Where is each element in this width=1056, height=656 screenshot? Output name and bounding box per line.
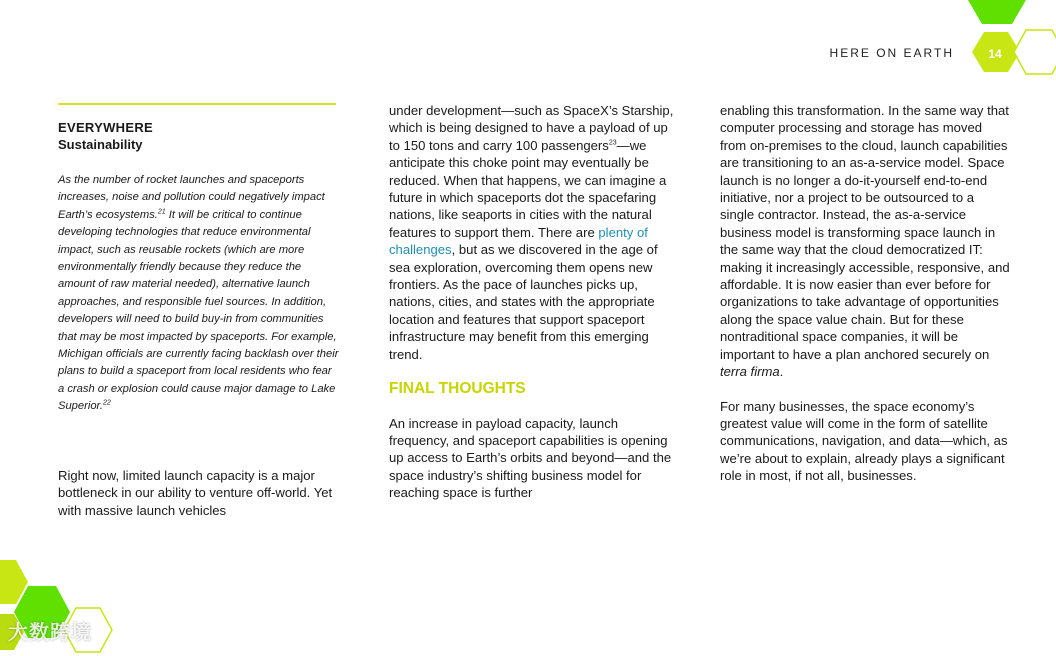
column-1-body <box>58 467 338 519</box>
column-2-text-c: , but as we discovered in the age of sea exploration, overcoming them opens new frontiers. As the pace of launches picks up, nations, cities, and states with the appropriate location and features that support spaceport infrastructure may benefit from this emerging trend. <box>389 242 658 362</box>
column-3-text-a: enabling this transformation. In the same way that computer processing and storage has moved from on-premises to the cloud, launch capabilities are transitioning to an as-a-service model. Space launch is no longer a do-it-yourself end-to-end initiative, nor a project to be outsourced to a single contractor. Instead, the as-a-service business model is transforming space launch in the same way that the cloud democratized IT: making it increasingly accessible, responsive, and affordable. It is now easier than ever before for organizations to take advantage of opportunities along the space value chain. But for these nontraditional space companies, it will be important to have a plan anchored securely on <box>720 103 1010 362</box>
column-2-text-b: —we anticipate this choke point may eventually be reduced. When that happens, we can imagine a future in which spaceports dot the spacefaring nations, like seaports in cities with the natural features to support them. There are <box>389 137 667 240</box>
column-3-text-b: . <box>779 364 784 380</box>
section-label: HERE ON EARTH <box>829 46 954 60</box>
watermark-text: 大数跨境 <box>8 622 92 644</box>
column-2 <box>389 102 679 502</box>
terra-firma-emphasis: terra firma <box>720 364 780 380</box>
sidebar-text-part-1: As the number of rocket launches and spaceports increases, noise and pollution could negatively impact Earth’s ecosystems. <box>58 174 325 221</box>
column-3-paragraph-2: For many businesses, the space economy’s greatest value will come in the form of satellite communications, navigation, and data—which, as we’re about to explain, already plays a significant role in most, if not all, businesses. <box>720 398 1008 484</box>
column-3-paragraph-1 <box>720 102 1010 381</box>
footnote-ref-21: 21 <box>157 208 166 216</box>
sidebar-paragraph <box>58 172 340 416</box>
sidebar-kicker: EVERYWHERE <box>58 120 153 135</box>
column-3 <box>720 102 1010 485</box>
column-2-text-a: under development—such as SpaceX’s Starship, which is being designed to have a payload of up to 150 tons and carry 100 passengers <box>389 103 674 153</box>
page-number: 14 <box>988 47 1002 61</box>
plenty-of-challenges-link[interactable]: plenty of challenges <box>389 224 648 258</box>
final-thoughts-heading: FINAL THOUGHTS <box>389 380 526 398</box>
column-2-paragraph-2: An increase in payload capacity, launch frequency, and spaceport capabilities is opening up access to Earth’s orbits and beyond—and the space industry’s shifting business model for reaching space is further <box>389 415 672 501</box>
sidebar-rule <box>58 103 336 105</box>
sidebar-title: Sustainability <box>58 137 143 152</box>
sidebar-text-part-2: It will be critical to continue developing technologies that reduce environmental impact, such as reusable rockets (which are more environmentally friendly because they reduce the amount of raw material needed), alternative launch approaches, and responsible fuel sources. In addition, developers will need to build buy-in from communities that may be most impacted by spaceports. For example, Michigan officials are currently facing backlash over their plans to build a spaceport from local residents who fear a crash or explosion could cause major damage to Lake Superior. <box>58 208 339 413</box>
footnote-ref-22: 22 <box>102 399 111 407</box>
footnote-ref-23: 23 <box>608 139 617 147</box>
column-1-paragraph: Right now, limited launch capacity is a major bottleneck in our ability to venture off-world. Yet with massive launch vehicles <box>58 468 333 518</box>
column-2-paragraph-1 <box>389 102 679 363</box>
